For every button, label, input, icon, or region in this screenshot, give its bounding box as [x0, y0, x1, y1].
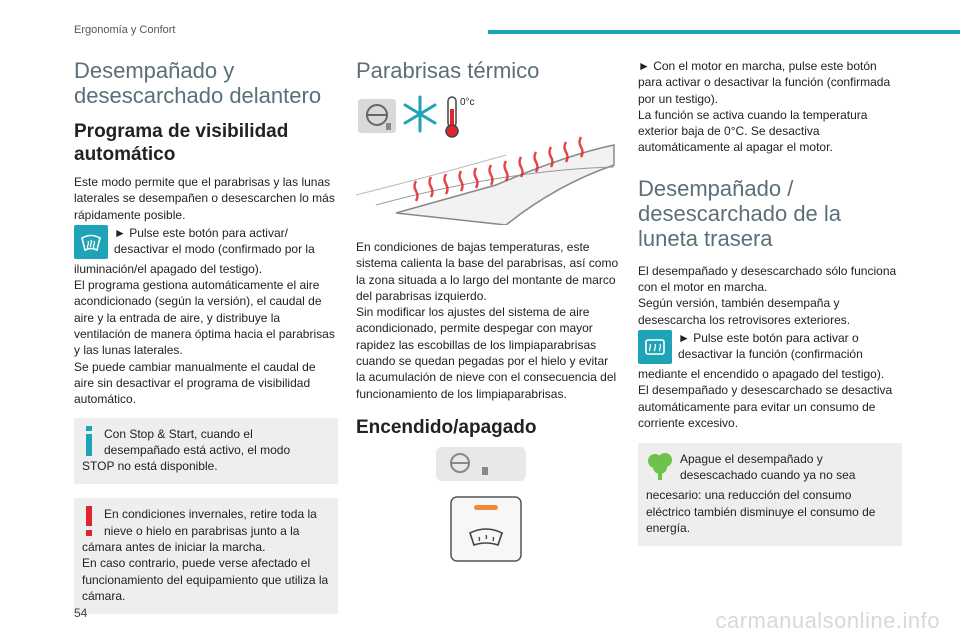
- paragraph-button-lead: ► Pulse este botón para activar/ desactivar el modo (confirmado por la: [114, 225, 315, 257]
- page-number: 54: [74, 606, 88, 620]
- subtitle-on-off: Encendido/apagado: [356, 416, 537, 438]
- section-title-heated-windscreen: Parabrisas térmico: [356, 58, 540, 83]
- warning-note-text: En caso contrario, puede verse afectado el funcionamiento del equipamiento que utiliza la cámara.: [82, 556, 329, 603]
- paragraph: Este modo permite que el parabrisas y las lunas laterales se desempañen o desescarchen lo más rápidamente posible.: [74, 175, 335, 222]
- paragraph: Se puede cambiar manualmente el caudal de aire sin desactivar el programa de visibilidad automático.: [74, 359, 316, 407]
- eco-note-text: Apague el desempañado y desescachado cuando ya no sea: [680, 452, 856, 483]
- eco-leaf-icon: [646, 451, 674, 485]
- warning-note-text: En condiciones invernales, retire toda la nieve o hielo en parabrisas junto a la: [104, 507, 317, 538]
- running-header: Ergonomía y Confort: [74, 24, 176, 36]
- paragraph: En condiciones de bajas temperaturas, este sistema calienta la base del parabrisas, así como la zona situada a lo largo del montante de marco del parabrisas izquierdo.: [356, 240, 619, 303]
- eco-note-text: necesario: una reducción del consumo eléctrico también disminuye el consumo de energía.: [646, 488, 876, 536]
- temp-label: 0°c: [460, 97, 475, 108]
- info-icon: [84, 426, 94, 460]
- info-note-text: Con Stop & Start, cuando el desempañado está activo, el modo: [104, 426, 291, 457]
- column-heated-windscreen: [356, 58, 620, 577]
- column-front-defog: [74, 58, 338, 614]
- paragraph: ► Con el motor en marcha, pulse este botón para activar o desactivar la función (confirmada por un testigo).: [638, 59, 891, 106]
- info-note-text: STOP no está disponible.: [82, 459, 218, 474]
- info-note: [74, 418, 338, 485]
- watermark: carmanualsonline.info: [715, 608, 940, 633]
- heated-windscreen-illustration: [356, 95, 620, 225]
- paragraph: Sin modificar los ajustes del sistema de aire acondicionado, permite despegar con mayor rapidez las escobillas de los limpiaparabrisas cuando se quedan pegadas por el hielo y evitar la acumulación de nieve con el consecuencia del funcionamiento de los limpiaparabrisas.: [356, 305, 617, 401]
- subtitle-auto-visibility: Programa de visibilidad automático: [74, 121, 289, 165]
- paragraph: Según versión, también desempaña y desescarcha los retrovisores exteriores.: [638, 296, 851, 327]
- windscreen-defrost-button-icon: [74, 225, 108, 259]
- warning-note-text: cámara antes de iniciar la marcha.: [82, 540, 266, 555]
- warning-note: [74, 498, 338, 614]
- section-title-rear-defog: Desempañado / desescarchado de la luneta trasera: [638, 175, 842, 251]
- paragraph: mediante el encendido o apagado del testigo).: [638, 366, 885, 381]
- column-rear-defog: [638, 58, 902, 546]
- heated-windscreen-button-illustration: [356, 447, 620, 577]
- rear-window-defrost-button-icon: [638, 330, 672, 364]
- eco-note: [638, 443, 902, 546]
- paragraph: iluminación/el apagado del testigo).: [74, 261, 263, 276]
- header-accent-bar: [488, 30, 960, 34]
- paragraph: El desempañado y desescarchado se desactiva automáticamente para evitar un consumo de corriente excesivo.: [638, 383, 893, 430]
- section-title-front-defog: Desempañado y desescarchado delantero: [74, 58, 322, 108]
- warning-icon: [84, 506, 94, 540]
- paragraph: El programa gestiona automáticamente el aire acondicionado (según la versión), el caudal de aire y la entrada de aire, y distribuye la ventilación de manera óptima hacia el parabrisas y las lunas laterales.: [74, 278, 335, 358]
- paragraph: El desempañado y desescarchado sólo funciona con el motor en marcha.: [638, 263, 897, 295]
- paragraph-button-lead: ► Pulse este botón para activar o desactivar la función (confirmación: [678, 330, 863, 362]
- paragraph: La función se activa cuando la temperatura exterior baja de 0°C. Se desactiva automáticamente al apagar el motor.: [638, 107, 868, 155]
